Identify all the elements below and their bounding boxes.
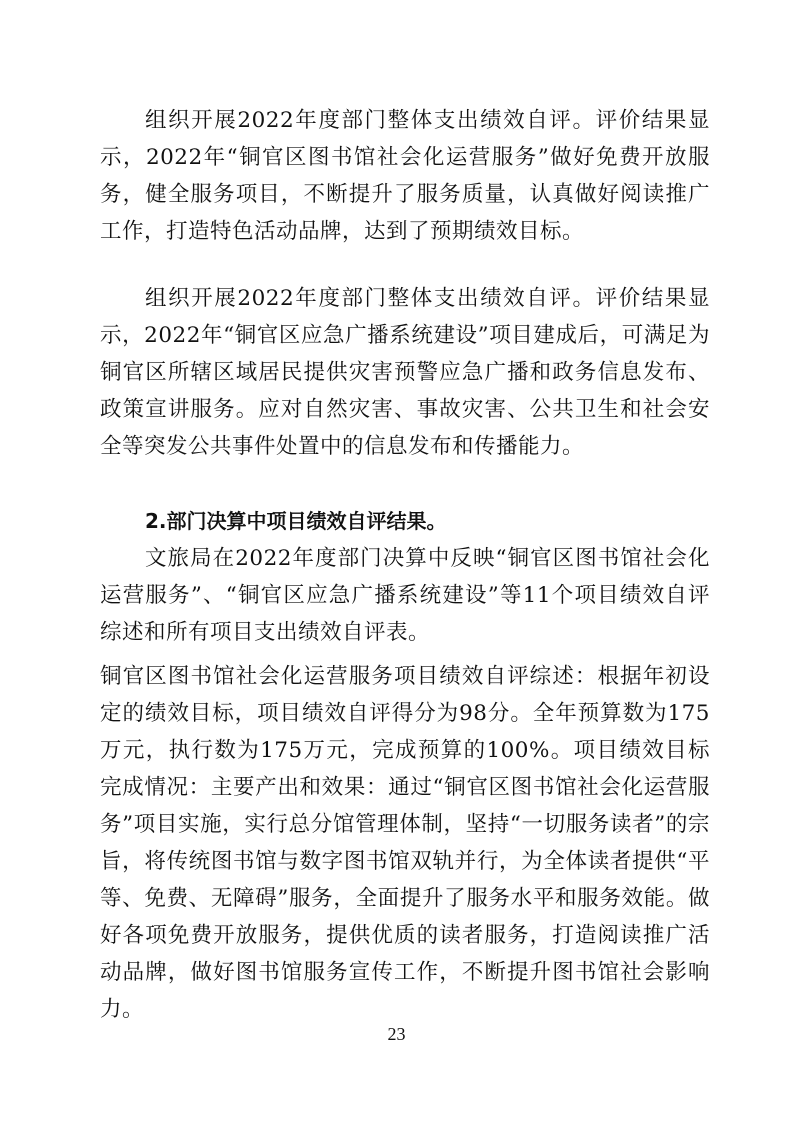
paragraph-library-overall-evaluation: 组织开展2022年度部门整体支出绩效自评。评价结果显示，2022年“铜官区图书馆社会化运营服务”做好免费开放服务，健全服务项目，不断提升了服务质量，认真做好阅读推广工作，打造特色活动品牌，达到了预期绩效目标。: [100, 108, 710, 244]
paragraph-emergency-broadcast-evaluation: 组织开展2022年度部门整体支出绩效自评。评价结果显示，2022年“铜官区应急广播系统建设”项目建成后，可满足为铜官区所辖区域居民提供灾害预警应急广播和政务信息发布、政策宣讲服务。应对自然灾害、事故灾害、公共卫生和社会安全等突发公共事件处置中的信息发布和传播能力。: [100, 286, 710, 459]
section-heading: 2.部门决算中项目绩效自评结果。: [145, 509, 447, 533]
paragraph-project-summary-intro: 文旅局在2022年度部门决算中反映“铜官区图书馆社会化运营服务”、“铜官区应急广播系统建设”等11个项目绩效自评综述和所有项目支出绩效自评表。: [100, 546, 710, 645]
paragraph-library-project-summary: 铜官区图书馆社会化运营服务项目绩效自评综述：根据年初设定的绩效目标，项目绩效自评得分为98分。全年预算数为175万元，执行数为175万元，完成预算的100%。项目绩效目标完成情况：主要产出和效果：通过“铜官区图书馆社会化运营服务”项目实施，实行总分馆管理体制，坚持“一切服务读者”的宗旨，将传统图书馆与数字图书馆双轨并行，为全体读者提供“平等、免费、无障碍”服务，全面提升了服务水平和服务效能。做好各项免费开放服务，提供优质的读者服务，打造阅读推广活动品牌，做好图书馆服务宣传工作，不断提升图书馆社会影响力。: [100, 664, 710, 1022]
page-number: 23: [387, 1024, 406, 1044]
